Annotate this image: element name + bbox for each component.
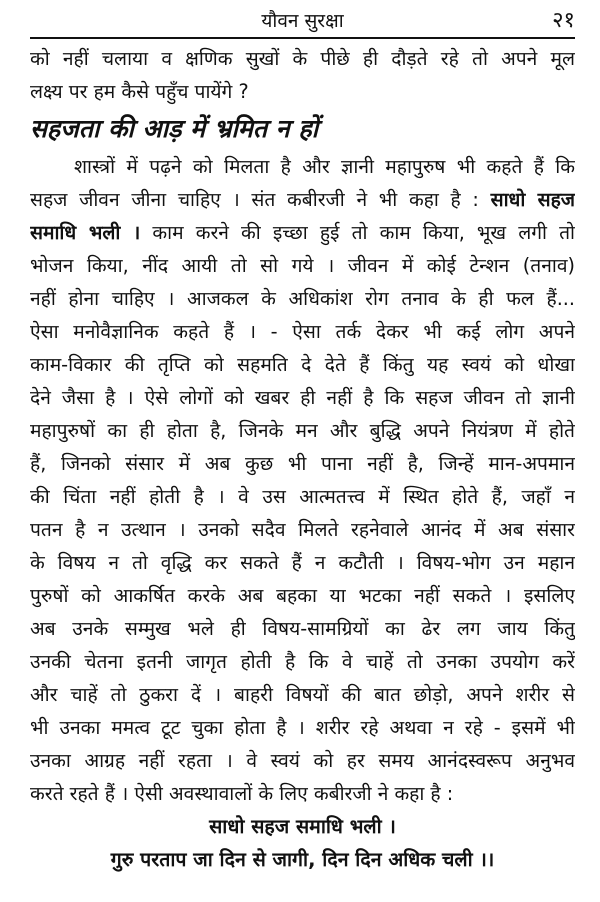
body-line: काम-विकार की तृप्ति को सहमति दे देते हैं किंतु यह स्वयं को धोखा bbox=[30, 353, 575, 376]
body-line: उनका आग्रह नहीं रहता । वे स्वयं को हर समय आनंदस्वरूप अनुभव bbox=[30, 749, 575, 772]
bold-quote: समाधि भली । bbox=[30, 221, 141, 244]
page-header bbox=[30, 8, 575, 38]
body-line: महापुरुषों का ही होता है, जिनके मन और बुद्धि अपने नियंत्रण में होते bbox=[30, 419, 575, 442]
body-line: ऐसा मनोवैज्ञानिक कहते हैं । - ऐसा तर्क देकर भी कई लोग अपने bbox=[30, 320, 575, 343]
running-title: यौवन सुरक्षा bbox=[261, 10, 344, 32]
body-line: के विषय न तो वृद्धि कर सकते हैं न कटौती । विषय-भोग उन महान bbox=[30, 551, 575, 574]
body-line: पतन है न उत्थान । उनको सदैव मिलते रहनेवाले आनंद में अब संसार bbox=[30, 518, 575, 541]
body-line bbox=[30, 183, 575, 216]
body-line: हैं, जिनको संसार में अब कुछ भी पाना नहीं है, जिन्हें मान-अपमान bbox=[30, 452, 575, 475]
paragraph-lines bbox=[30, 249, 575, 810]
body-line: को नहीं चलाया व क्षणिक सुखों के पीछे ही दौड़ते रहे तो अपने मूल bbox=[30, 47, 575, 70]
page-body bbox=[30, 42, 575, 876]
body-line: की चिंता नहीं होती है । वे उस आत्मतत्त्व में स्थित होते हैं, जहाँ न bbox=[30, 485, 575, 508]
section-heading: सहजता की आड़ में भ्रमित न हों bbox=[30, 114, 319, 143]
body-line: देने जैसा है । ऐसे लोगों को खबर ही नहीं है कि सहज जीवन तो ज्ञानी bbox=[30, 386, 575, 409]
couplet-line: गुरु परताप जा दिन से जागी, दिन दिन अधिक चली ।। bbox=[110, 848, 495, 871]
body-text: काम करने की इच्छा हुई तो काम किया, भूख लगी तो bbox=[152, 221, 575, 244]
body-line: और चाहें तो ठुकरा दें । बाहरी विषयों की बात छोड़ो, अपने शरीर से bbox=[30, 683, 575, 706]
body-line: नहीं होना चाहिए । आजकल के अधिकांश रोग तनाव के ही फल हैं... bbox=[30, 287, 575, 310]
body-line: भी उनका ममत्व टूट चुका होता है । शरीर रहे अथवा न रहे - इसमें भी bbox=[30, 716, 575, 739]
body-line: लक्ष्य पर हम कैसे पहुँच पायेंगे ? bbox=[30, 80, 249, 103]
body-line bbox=[30, 216, 575, 249]
body-line: करते रहते हैं । ऐसी अवस्थावालों के लिए कबीरजी ने कहा है : bbox=[30, 782, 454, 805]
body-text: सहज जीवन जीना चाहिए । संत कबीरजी ने भी कहा है : bbox=[30, 188, 479, 211]
body-line: उनकी चेतना इतनी जागृत होती है कि वे चाहें तो उनका उपयोग करें bbox=[30, 650, 575, 673]
bold-quote: साधो सहज bbox=[490, 188, 575, 211]
header-rule bbox=[30, 37, 575, 39]
body-line: भोजन किया, नींद आयी तो सो गये । जीवन में कोई टेन्शन (तनाव) bbox=[30, 254, 575, 277]
body-line: शास्त्रों में पढ़ने को मिलता है और ज्ञानी महापुरुष भी कहते हैं कि bbox=[74, 155, 575, 178]
couplet-line: साधो सहज समाधि भली । bbox=[209, 815, 396, 838]
body-line: पुरुषों को आकर्षित करके अब बहका या भटका नहीं सकते । इसलिए bbox=[30, 584, 575, 607]
page-number: २१ bbox=[552, 8, 575, 33]
body-line: अब उनके सम्मुख भले ही विषय-सामग्रियों का ढेर लग जाय किंतु bbox=[30, 617, 575, 640]
